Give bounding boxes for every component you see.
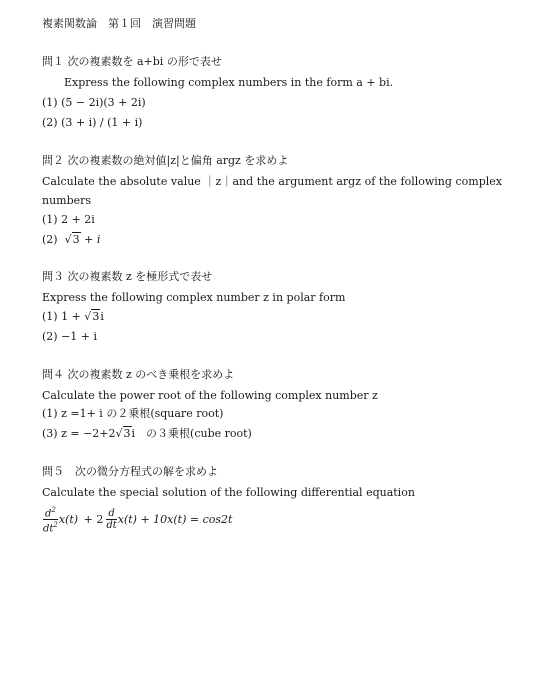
- sqrt-symbol: √3: [64, 233, 80, 246]
- q2-item-2-rest: + i: [80, 233, 101, 246]
- frac2-numerator: d: [106, 508, 116, 520]
- sqrt-symbol: √3: [84, 310, 100, 323]
- sqrt-symbol: √3: [115, 427, 131, 440]
- q3-item-1-prefix: (1) 1 +: [42, 310, 85, 323]
- q4-item-2-suffix: i の３乗根(cube root): [131, 427, 252, 440]
- q2-english-line1: Calculate the absolute value ｜z｜and the argument argz of the following complex: [42, 175, 502, 188]
- q3-item-1-radicand: 3: [92, 310, 100, 323]
- q2-item-2-label: (2): [42, 233, 58, 246]
- q2-english-line2: numbers: [42, 194, 92, 207]
- q2-heading: 問２ 次の複素数の絶対値|z|と偏角 argz を求めよ: [42, 154, 289, 167]
- q3-item-1-suffix: i: [100, 310, 104, 323]
- q2-item-1: (1) 2 + 2i: [42, 213, 95, 226]
- q1-english: Express the following complex numbers in the form a + bi.: [64, 76, 394, 89]
- q3-english: Express the following complex number z in polar form: [42, 291, 346, 304]
- q3-heading: 問３ 次の複素数 z を極形式で表せ: [42, 270, 213, 283]
- q4-item-2-radicand: 3: [123, 427, 131, 440]
- frac1-numerator: $d^2$: [43, 505, 58, 520]
- q4-item-1: (1) z =1+ i の２乗根(square root): [42, 407, 224, 420]
- eq-plus-1: + 2: [83, 512, 104, 526]
- q4-item-2: [42, 427, 252, 441]
- q5-english: Calculate the special solution of the following differential equation: [42, 486, 415, 499]
- eq-term-2: x(t): [117, 512, 137, 526]
- q1-item-1: (1) (5 − 2i)(3 + 2i): [42, 96, 146, 109]
- frac1-denominator: $dt^2$: [43, 521, 58, 535]
- q4-english: Calculate the power root of the following complex number z: [42, 389, 378, 402]
- eq-rest: + 10x(t) = cos2t: [140, 512, 233, 526]
- frac2-denominator: dt: [106, 520, 117, 532]
- q3-item-2: (2) −1 + i: [42, 330, 98, 343]
- q4-heading: 問４ 次の複素数 z のべき乗根を求めよ: [42, 368, 235, 381]
- second-derivative-fraction: [43, 505, 58, 535]
- q5-heading: 問５ 次の微分方程式の解を求めよ: [42, 465, 218, 478]
- q1-heading: 問１ 次の複素数を a+bi の形で表せ: [42, 55, 222, 68]
- q2-item-2-radicand: 3: [72, 233, 80, 246]
- q3-item-1: [42, 310, 104, 324]
- q2-item-2: [42, 233, 100, 247]
- first-derivative-fraction: [106, 508, 116, 531]
- q4-item-2-prefix: (3) z = −2+2: [42, 427, 116, 440]
- q1-item-2: (2) (3 + i) / (1 + i): [42, 116, 143, 129]
- page-title: 複素関数論 第１回 演習問題: [42, 17, 196, 30]
- differential-equation: [42, 505, 232, 535]
- eq-term-1: x(t): [58, 512, 79, 526]
